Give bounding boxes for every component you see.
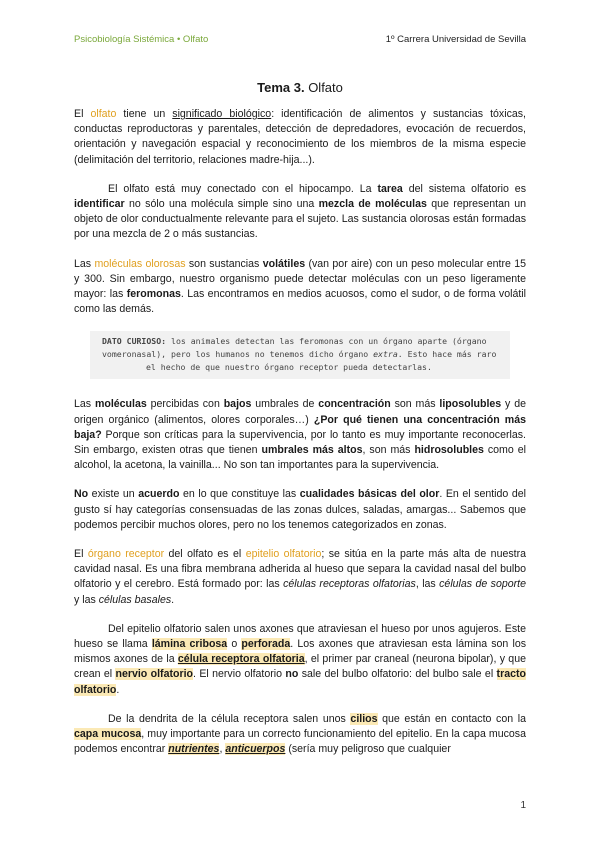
term-moleculas-olorosas: moléculas olorosas [94,257,186,270]
term-no: No [74,488,89,501]
header-course: Psicobiología Sistémica • Olfato [74,34,209,45]
term-feromonas: feromonas [126,288,181,301]
title-rest: Olfato [304,80,343,95]
text: sale del bulbo olfatorio: del bulbo sale el [298,668,497,681]
term-organo-receptor: órgano receptor [87,548,165,561]
dato-curioso-box [90,331,510,379]
term-acuerdo: acuerdo [138,488,180,501]
text: , [219,743,226,756]
term-celulas-basales: células basales [98,593,172,606]
curio-line-1 [102,335,498,348]
term-celula-receptora: célula receptora olfatoria [177,653,305,666]
text: . El nervio olfatorio [193,668,286,681]
text: Las [74,398,95,411]
page-title [0,80,600,95]
paragraph-olfato-significado [74,107,526,168]
text: son más [390,398,440,411]
term-concentracion: concentración [318,398,391,411]
text: del sistema olfatorio es [402,182,526,195]
text: como el alcohol, la acetona, la vainilla... No son tan importantes para la supervivencia. [74,444,526,472]
text: De la dendrita de la célula receptora salen unos [108,712,351,725]
paragraph-hipocampo [74,182,526,243]
term-bajos: bajos [223,398,252,411]
text: . En el sentido del gusto sí hay categorías consensuadas de las zonas dulces, saladas, amargas... Sabemos que podemos percibir muchos olores, pero no los tenemos categorizados en zonas. [74,488,526,531]
paragraph-cilios [74,712,526,758]
term-nervio-olfatorio: nervio olfatorio [115,668,194,681]
paragraph-organo-receptor [74,547,526,608]
text: y las [74,593,99,606]
term-significado-biologico: significado biológico [172,108,272,120]
text: en lo que constituye las [179,488,300,501]
text: percibidas con [146,398,224,411]
term-cilios: cilios [350,712,378,725]
text: no sólo una molécula simple sino una [124,198,319,211]
text: El olfato está muy conectado con el hipocampo. La [108,182,378,195]
paragraph-umbrales [74,397,526,473]
term-lamina-cribosa: lámina cribosa [151,638,228,651]
text: umbrales de [251,398,319,411]
text: del olfato es el [164,548,246,561]
text: , el primer par craneal (neurona bipolar), y que crean el [74,653,526,681]
text: . Los axones que atraviesan esta lámina son los mismos axones de la [74,638,527,666]
text-italic: extra [373,349,398,360]
text: . [116,683,120,696]
term-cualidades-basicas: cualidades básicas del olor [299,488,440,501]
title-prefix: Tema 3. [257,80,305,95]
term-no: no [285,668,299,681]
term-mezcla-moleculas: mezcla de moléculas [318,198,427,211]
term-identificar: identificar [74,198,125,211]
term-celulas-soporte: células de soporte [439,578,526,591]
question-concentracion: ¿Por qué tienen una concentración más baja? [74,413,526,441]
page-number: 1 [520,800,526,811]
text: son sustancias [185,257,263,270]
term-nutrientes: nutrientes [168,743,220,756]
text: , son más [362,444,415,457]
text: El [74,108,91,120]
term-celulas-receptoras: células receptoras olfatorias [283,578,416,591]
paragraph-lamina-cribosa [74,622,526,698]
term-olfato: olfato [90,108,117,120]
term-capa-mucosa: capa mucosa [74,728,142,741]
text: , las [415,578,440,591]
curio-line-2 [102,348,498,361]
text: ; se sitúa en la parte más alta de nuestra cavidad nasal. Es una fibra membrana adherida al hueso que separa la cavidad nasal del bulbo olfatorio y el cerebro. Está formado por: las [74,548,527,591]
text: los animales detectan las feromonas con un órgano aparte (órgano [166,336,487,347]
term-anticuerpos: anticuerpos [225,743,286,756]
text: El [74,548,88,561]
term-epitelio-olfatorio: epitelio olfatorio [245,548,322,561]
text: que están en contacto con la [377,712,526,725]
text: : identificación de alimentos y sustancias tóxicas, conductas reproductoras y parentales, detección de depredadores, evocación de recuerdos, orientación y navegación espacial y reconocimiento de los miembros de la misma especie (delimitación del territorio, relaciones madre-hija...). [74,108,526,166]
text: (sería muy peligroso que cualquier [285,743,451,756]
text: Porque son críticas para la supervivencia, por lo tanto es muy importante reconocerlas. Sin embargo, existen otras que tienen [74,428,526,457]
curio-label: DATO CURIOSO: [102,336,167,347]
term-moleculas: moléculas [94,398,147,411]
page-header [74,34,526,48]
text: Del epitelio olfatorio salen unos axones que atraviesan el hueso por unos agujeros. Este hueso se llama [74,622,526,651]
text: Las [74,257,95,270]
document-body [74,107,526,772]
text: existe un [88,488,139,501]
text: , muy importante para un correcto funcionamiento del epitelio. En la capa mucosa podemos encontrar [74,728,526,756]
term-volatiles: volátiles [262,257,306,270]
term-tracto-olfatorio: tracto olfatorio [74,668,526,696]
text: y de origen orgánico (alimentos, olores corporales…) [74,398,526,426]
text: (van por aire) con un peso molecular entre 15 y 300. Sin embargo, nuestro organismo puede detectar moléculas con un peso ligeramente mayor: las [74,257,527,301]
text: o [227,638,242,651]
text: vomeronasal), pero los humanos no tenemos dicho órgano [102,349,374,360]
term-tarea: tarea [377,182,403,195]
header-university: 1º Carrera Universidad de Sevilla [385,34,526,45]
text: . [171,593,175,606]
paragraph-cualidades [74,487,526,533]
text: que representan un objeto de olor conductualmente relevante para el sujeto. Las sustancia olorosas están formadas por una mezcla de 2 o más sustancias. [74,198,527,241]
text: tiene un [116,108,173,120]
term-hidrosolubles: hidrosolubles [414,444,484,457]
paragraph-moleculas-olorosas [74,257,526,318]
term-perforada: perforada [241,638,291,651]
term-liposolubles: liposolubles [439,398,502,411]
text: . Esto hace más raro [397,349,497,360]
term-umbrales-altos: umbrales más altos [261,444,363,457]
text: . Las encontramos en medios acuosos, como el sudor, o de forma volátil como las demás. [74,288,526,316]
curio-line-3: el hecho de que nuestro órgano receptor pueda detectarlas. [146,362,432,373]
